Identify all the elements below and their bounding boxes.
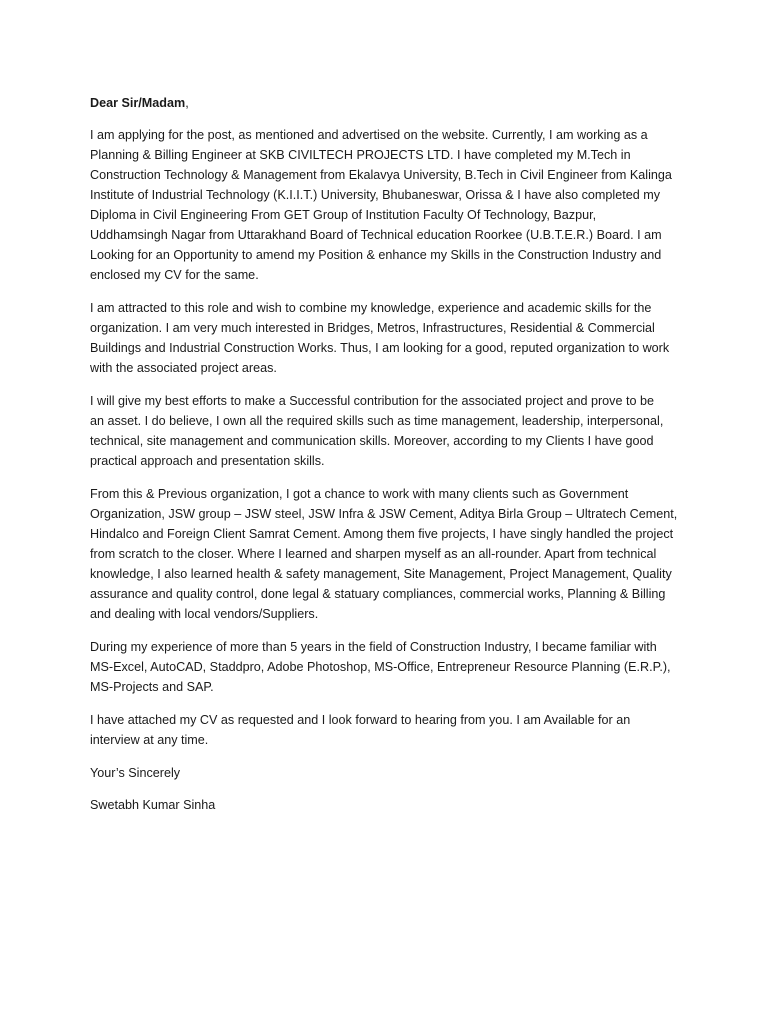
paragraph-line: assurance and quality control, done legal & statuary compliances, commercial works, Planning & Billing [90, 587, 666, 601]
paragraph-line: I have attached my CV as requested and I look forward to hearing from you. I am Available for an [90, 713, 631, 727]
paragraph-line: During my experience of more than 5 years in the field of Construction Industry, I became familiar with [90, 640, 657, 654]
paragraph-line: practical approach and presentation skills. [90, 454, 325, 468]
paragraph-line: I am attracted to this role and wish to combine my knowledge, experience and academic skills for the [90, 301, 652, 315]
paragraph-line: with the associated project areas. [90, 361, 277, 375]
paragraph-line: from scratch to the closer. Where I learned and sharpen myself as an all-rounder. Apart from technical [90, 547, 657, 561]
paragraph-line: MS-Excel, AutoCAD, Staddpro, Adobe Photoshop, MS-Office, Entrepreneur Resource Planning (E.R.P.), [90, 660, 671, 674]
body-paragraph [90, 710, 708, 750]
paragraph-line: Uddhamsingh Nagar from Uttarakhand Board of Technical education Roorkee (U.B.T.E.R.) Board. I am [90, 228, 662, 242]
closing: Your’s Sincerely [90, 766, 181, 780]
body-paragraph [90, 484, 708, 624]
paragraph-line: Looking for an Opportunity to amend my Position & enhance my Skills in the Construction Industry and [90, 248, 662, 262]
paragraph-line: and dealing with local vendors/Suppliers. [90, 607, 319, 621]
paragraph-line: an asset. I do believe, I own all the required skills such as time management, leadership, interpersonal, [90, 414, 664, 428]
paragraph-line: I am applying for the post, as mentioned and advertised on the website. Currently, I am working as a [90, 128, 648, 142]
paragraph-line: Diploma in Civil Engineering From GET Group of Institution Faculty Of Technology, Bazpur, [90, 208, 597, 222]
salutation-punctuation: , [185, 96, 189, 110]
paragraph-line: Planning & Billing Engineer at SKB CIVILTECH PROJECTS LTD. I have completed my M.Tech in [90, 148, 631, 162]
body-paragraph [90, 637, 708, 697]
body-paragraph [90, 298, 708, 378]
salutation-text: Dear Sir/Madam [90, 96, 186, 110]
paragraph-line: Construction Technology & Management from Ekalavya University, B.Tech in Civil Engineer from Kalinga [90, 168, 672, 182]
paragraph-line: interview at any time. [90, 733, 209, 747]
paragraph-line: MS-Projects and SAP. [90, 680, 214, 694]
paragraph-line: I will give my best efforts to make a Successful contribution for the associated project and prove to be [90, 394, 654, 408]
paragraph-line: Hindalco and Foreign Client Samrat Cement. Among them five projects, I have singly handled the project [90, 527, 674, 541]
letter-body [90, 125, 708, 750]
signature-name: Swetabh Kumar Sinha [90, 798, 216, 812]
paragraph-line: technical, site management and communication skills. Moreover, according to my Clients I have good [90, 434, 654, 448]
paragraph-line: enclosed my CV for the same. [90, 268, 259, 282]
paragraph-line: organization. I am very much interested in Bridges, Metros, Infrastructures, Residential & Commercial [90, 321, 655, 335]
paragraph-line: Buildings and Industrial Construction Works. Thus, I am looking for a good, reputed organization to work [90, 341, 670, 355]
paragraph-line: knowledge, I also learned health & safety management, Site Management, Project Management, Quality [90, 567, 672, 581]
paragraph-line: Organization, JSW group – JSW steel, JSW Infra & JSW Cement, Aditya Birla Group – Ultratech Cement, [90, 507, 678, 521]
body-paragraph [90, 125, 708, 285]
body-paragraph [90, 391, 708, 471]
paragraph-line: Institute of Industrial Technology (K.I.I.T.) University, Bhubaneswar, Orissa & I have also completed my [90, 188, 661, 202]
paragraph-line: From this & Previous organization, I got a chance to work with many clients such as Government [90, 487, 629, 501]
salutation [90, 93, 708, 113]
